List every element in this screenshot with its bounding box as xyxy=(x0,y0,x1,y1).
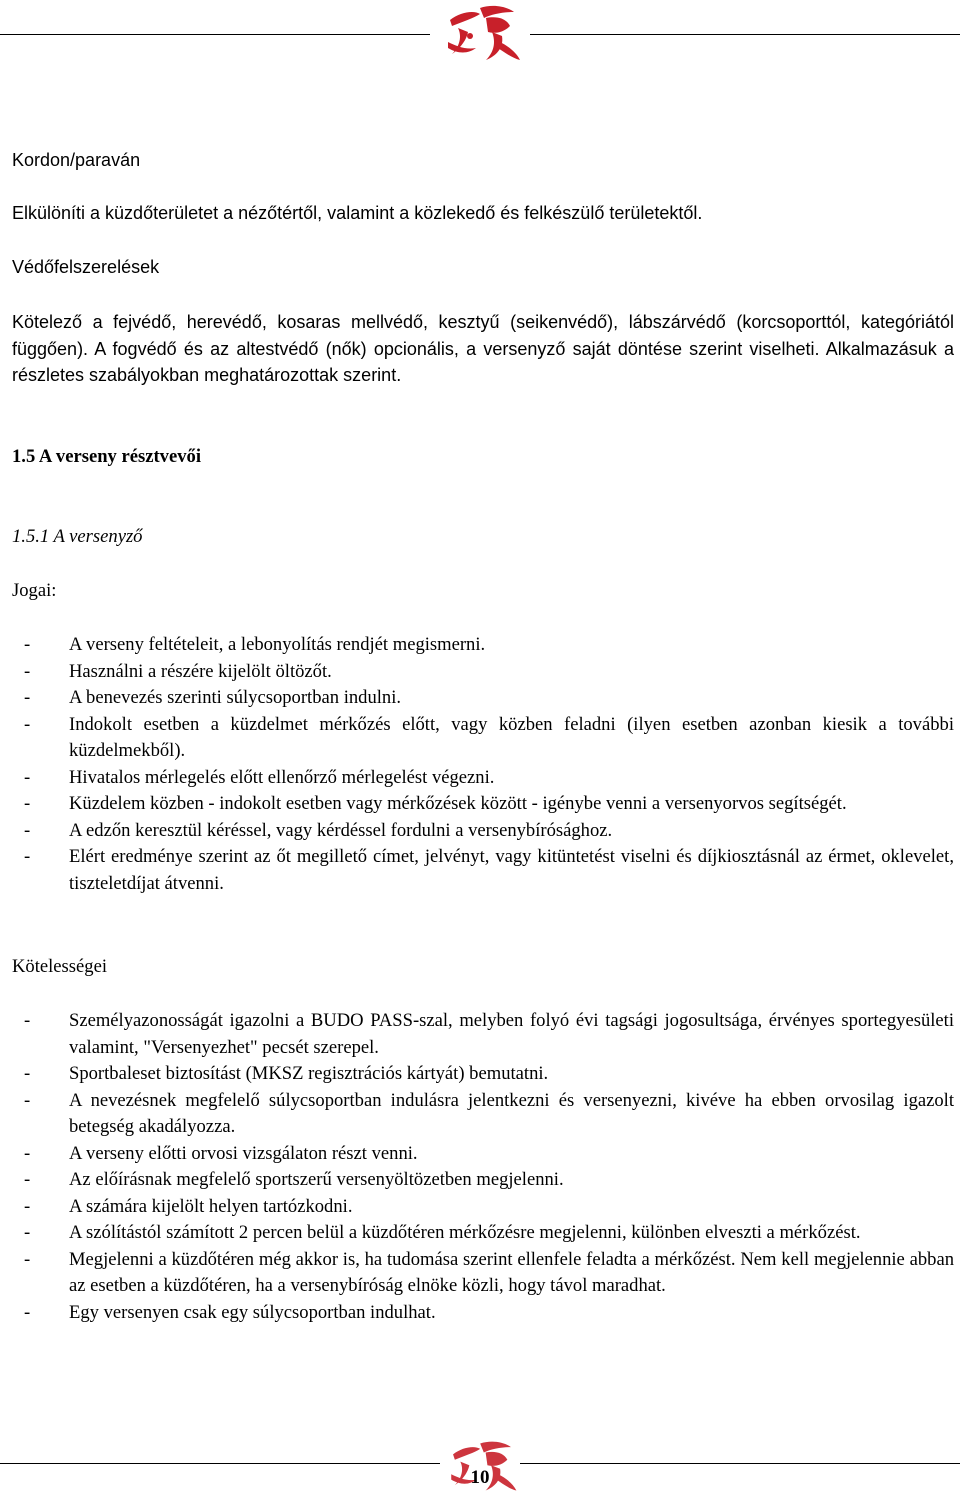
list-item: - Megjelenni a küzdőtéren még akkor is, ha tudomása szerint ellenfele feladta a mérkőzést. Nem kell megjelennie abban az esetben a küzdőtéren, ha a versenybíróság elnöke közli, hogy távol maradhat. xyxy=(0,1247,954,1300)
subsection-heading-1-5-1: 1.5.1 A versenyző xyxy=(12,526,143,547)
vedo-text: Kötelező a fejvédő, herevédő, kosaras mellvédő, kesztyű (seikenvédő), lábszárvédő (korcsoporttól, kategóriától függően). A fogvédő és az altestvédő (nők) opcionális, a versenyző saját döntése szerint viselheti. Alkalmazásuk a részletes szabályokban meghatározottak szerint. xyxy=(12,312,954,385)
list-item: - A edzőn keresztül kéréssel, vagy kérdéssel fordulni a versenybírósághoz. xyxy=(0,818,954,845)
list-item: - A szólítástól számított 2 percen belül a küzdőtéren mérkőzésre megjelenni, különben elveszti a mérkőzést. xyxy=(0,1220,954,1247)
list-item: - Használni a részére kijelölt öltözőt. xyxy=(0,659,954,686)
header-rule-right xyxy=(530,34,960,35)
footer-rule-left xyxy=(0,1463,440,1464)
calligraphy-logo-icon xyxy=(440,2,524,66)
list-item: - Küzdelem közben - indokolt esetben vagy mérkőzések között - igénybe venni a versenyorvos segítségét. xyxy=(0,791,954,818)
list-item: - Az előírásnak megfelelő sportszerű versenyöltözetben megjelenni. xyxy=(0,1167,954,1194)
list-item: - A nevezésnek megfelelő súlycsoportban indulásra jelentkezni és versenyezni, kivéve ha ebben orvosilag igazolt betegség akadályozza. xyxy=(0,1088,954,1141)
kordon-text: Elkülöníti a küzdőterületet a nézőtértől, valamint a közlekedő és felkészülő területektől. xyxy=(12,203,703,223)
jogai-title: Jogai: xyxy=(12,580,57,601)
section-heading-1-5: 1.5 A verseny résztvevői xyxy=(12,446,201,467)
list-item: - Sportbaleset biztosítást (MKSZ regisztrációs kártyát) bemutatni. xyxy=(0,1061,954,1088)
kotelessegei-list xyxy=(0,1008,954,1326)
list-item: - A benevezés szerinti súlycsoportban indulni. xyxy=(0,685,954,712)
kotelessegei-title: Kötelességei xyxy=(12,956,108,977)
list-item: - Elért eredménye szerint az őt megillető címet, jelvényt, vagy kitüntetést viselni és díjkiosztásnál az érmet, oklevelet, tiszteletdíjat átvenni. xyxy=(0,844,954,897)
list-item: - A verseny előtti orvosi vizsgálaton részt venni. xyxy=(0,1141,954,1168)
list-item: - Személyazonosságát igazolni a BUDO PASS-szal, melyben folyó évi tagsági jogosultsága, érvényes sportegyesületi valamint, "Versenyezhet" pecsét szerepel. xyxy=(0,1008,954,1061)
list-item: - A számára kijelölt helyen tartózkodni. xyxy=(0,1194,954,1221)
list-item: - A verseny feltételeit, a lebonyolítás rendjét megismerni. xyxy=(0,632,954,659)
jogai-list xyxy=(0,632,954,897)
footer-rule-right xyxy=(520,1463,960,1464)
list-item: - Indokolt esetben a küzdelmet mérkőzés előtt, vagy közben feladni (ilyen esetben azonban kiesik a további küzdelmekből). xyxy=(0,712,954,765)
vedo-title: Védőfelszerelések xyxy=(12,257,160,277)
header-rule-left xyxy=(0,34,430,35)
list-item: - Hivatalos mérlegelés előtt ellenőrző mérlegelést végezni. xyxy=(0,765,954,792)
list-item: - Egy versenyen csak egy súlycsoportban indulhat. xyxy=(0,1300,954,1327)
kordon-title: Kordon/paraván xyxy=(12,150,141,170)
logo-glyph: 魂 xyxy=(482,41,485,43)
page-number: 10 xyxy=(470,1467,490,1488)
